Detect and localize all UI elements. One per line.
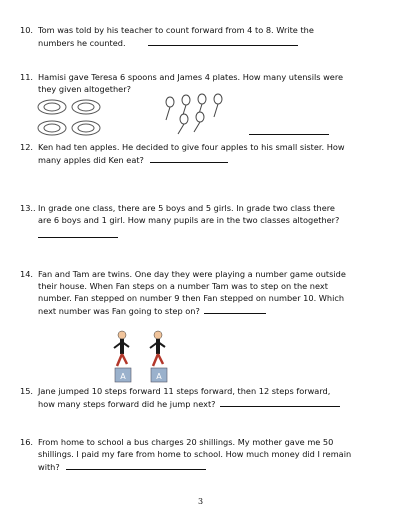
- block-label: A: [120, 372, 126, 381]
- question-number: 16.: [20, 437, 34, 447]
- question-12: 12. Ken had ten apples. He decided to give four apples to his small sister. How many apples did Ken eat?: [20, 142, 345, 165]
- page-number: 3: [197, 497, 204, 506]
- answer-line[interactable]: [66, 460, 206, 470]
- twins-stepping-illustration: [108, 330, 180, 384]
- answer-line[interactable]: [38, 228, 118, 238]
- answer-line[interactable]: [220, 397, 340, 407]
- answer-line-11[interactable]: [249, 125, 329, 135]
- question-10: 10. Tom was told by his teacher to count forward from 4 to 8. Write the numbers he counted.: [20, 25, 314, 48]
- spoons-illustration: [160, 94, 250, 136]
- plates-illustration: [36, 98, 146, 140]
- question-number: 14.: [20, 269, 34, 279]
- question-13: 13.. In grade one class, there are 5 boys and 5 girls. In grade two class there are 6 boys and 1 girl. How many pupils are in the two classes altogether?: [20, 202, 380, 241]
- question-14: 14. Fan and Tam are twins. One day they were playing a number game outside their house. When Fan steps on a number Tam was to step on the next number. Fan stepped on number 9 then Fan stepped on number 10. Which next number was Fan going to step on?: [20, 269, 346, 316]
- question-number: 15.: [20, 386, 34, 396]
- answer-line[interactable]: [148, 36, 298, 46]
- question-number: 12.: [20, 142, 34, 152]
- question-11: 11. Hamisi gave Teresa 6 spoons and James 4 plates. How many utensils were they given altogether?: [20, 72, 344, 94]
- answer-line[interactable]: [204, 304, 266, 314]
- question-number: 13..: [20, 203, 36, 213]
- question-15: 15. Jane jumped 10 steps forward 11 steps forward, then 12 steps forward, how many steps forward did he jump next?: [20, 385, 380, 410]
- block-label: A: [156, 372, 162, 381]
- question-16: 16. From home to school a bus charges 20 shillings. My mother gave me 50 shillings. I paid my fare from home to school. How much money did I remain with?: [20, 437, 352, 472]
- question-number: 10.: [20, 25, 34, 35]
- answer-line[interactable]: [150, 153, 228, 163]
- question-number: 11.: [20, 72, 34, 82]
